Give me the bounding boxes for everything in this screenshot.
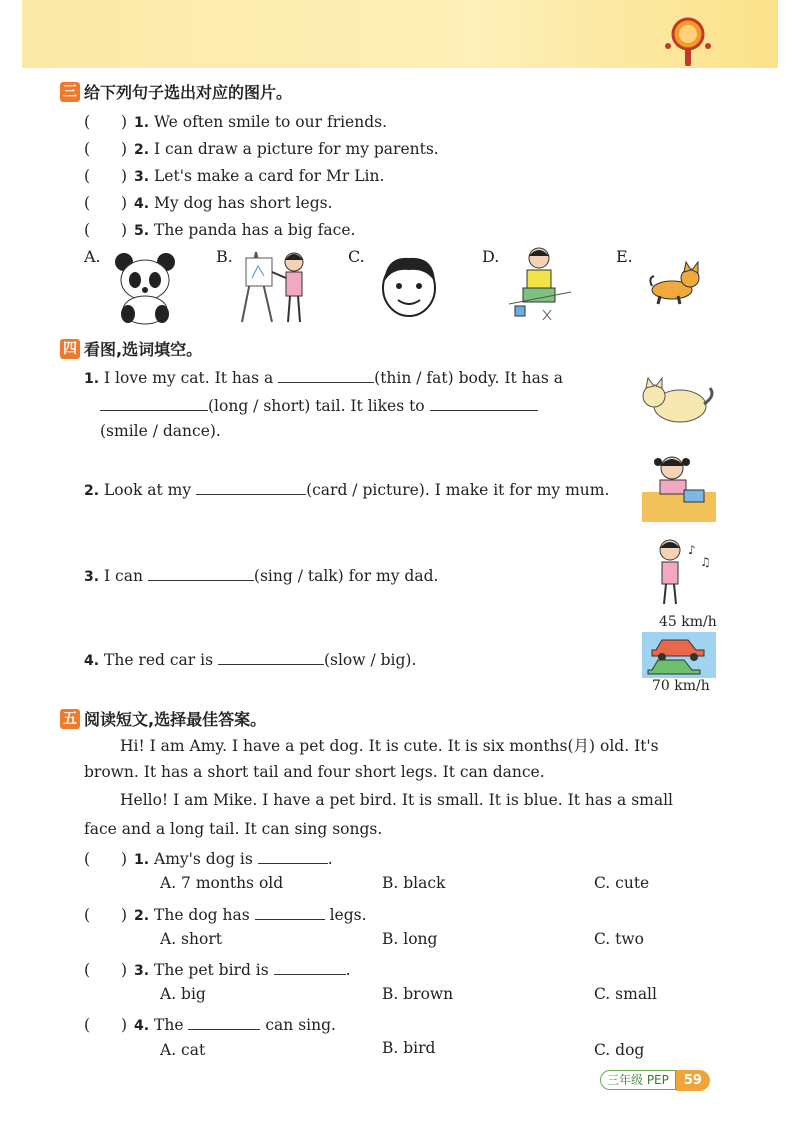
- answer-blank[interactable]: [255, 903, 325, 920]
- s3-item-2: [84, 137, 439, 159]
- section4-title: [60, 337, 202, 360]
- option-a-label: A.: [84, 247, 101, 266]
- answer-paren[interactable]: ( ): [84, 113, 128, 131]
- s5-q3: [84, 958, 351, 980]
- option-b[interactable]: B. long: [382, 930, 438, 948]
- item-number: 4.: [134, 196, 150, 212]
- question-text: I love my cat. It has a: [104, 369, 274, 387]
- item-number: 5.: [134, 223, 150, 239]
- item-text: The panda has a big face.: [154, 221, 356, 239]
- section3-title: [60, 80, 292, 103]
- question-text: Amy's dog is: [154, 850, 253, 868]
- question-text: .: [327, 850, 333, 868]
- option-b[interactable]: B. brown: [382, 985, 454, 1003]
- answer-paren[interactable]: ( ): [84, 140, 128, 158]
- question-number: 4.: [134, 1018, 150, 1034]
- item-number: 1.: [134, 115, 150, 131]
- section4-badge: 四: [60, 339, 80, 359]
- option-c[interactable]: C. two: [594, 930, 644, 948]
- question-text: Look at my: [104, 481, 192, 499]
- girl-making-card-picture: [642, 452, 716, 522]
- item-text: Let's make a card for Mr Lin.: [154, 167, 385, 185]
- question-number: 4.: [84, 653, 100, 669]
- section5-title-text: 阅读短文,选择最佳答案。: [84, 710, 267, 729]
- cat-picture: [640, 374, 716, 428]
- answer-blank[interactable]: [196, 478, 306, 495]
- section3-title-text: 给下列句子选出对应的图片。: [84, 83, 293, 102]
- speed-label-bottom: 70 km/h: [652, 678, 710, 694]
- question-text: I can: [104, 567, 143, 585]
- option-b-label: B.: [216, 247, 233, 266]
- option-c[interactable]: C. dog: [594, 1041, 645, 1059]
- s3-item-5: [84, 218, 355, 240]
- question-text: The red car is: [104, 651, 214, 669]
- item-text: I can draw a picture for my parents.: [154, 140, 439, 158]
- s4-q3: [84, 564, 438, 585]
- question-text: The: [154, 1016, 184, 1034]
- answer-blank[interactable]: [188, 1013, 260, 1030]
- question-text: (thin / fat) body. It has a: [374, 369, 563, 387]
- speed-label-top: 45 km/h: [659, 614, 717, 630]
- question-text: (sing / talk) for my dad.: [253, 567, 439, 585]
- option-c[interactable]: C. cute: [594, 874, 650, 892]
- boy-making-card-picture[interactable]: [505, 244, 575, 324]
- item-number: 3.: [134, 169, 150, 185]
- dog-picture[interactable]: [648, 260, 704, 308]
- option-b[interactable]: B. bird: [382, 1039, 436, 1057]
- s5-q4: [84, 1013, 336, 1035]
- svg-text:♪: ♪: [688, 543, 696, 557]
- option-c[interactable]: C. small: [594, 985, 657, 1003]
- question-number: 2.: [84, 483, 100, 499]
- option-a[interactable]: A. big: [160, 985, 206, 1003]
- section3-badge: 三: [60, 82, 80, 102]
- option-a[interactable]: A. short: [160, 930, 222, 948]
- s4-q1-line3: [100, 422, 221, 440]
- passage-line: face and a long tail. It can sing songs.: [84, 820, 383, 838]
- smiling-boy-picture[interactable]: [378, 252, 440, 318]
- s4-q1-line1: [84, 366, 563, 387]
- answer-paren[interactable]: ( ): [84, 221, 128, 239]
- item-text: We often smile to our friends.: [154, 113, 388, 131]
- svg-text:♫: ♫: [700, 555, 711, 569]
- answer-blank[interactable]: [218, 648, 324, 665]
- s5-q1: [84, 847, 333, 869]
- section4-title-text: 看图,选词填空。: [84, 340, 203, 359]
- panda-picture[interactable]: [110, 250, 180, 326]
- answer-paren[interactable]: ( ): [84, 906, 128, 924]
- question-number: 3.: [84, 569, 100, 585]
- magnifier-icon: [660, 10, 720, 68]
- singing-girl-picture: [648, 536, 718, 606]
- answer-paren[interactable]: ( ): [84, 850, 128, 868]
- passage-line: brown. It has a short tail and four short legs. It can dance.: [84, 763, 545, 781]
- question-number: 1.: [84, 371, 100, 387]
- question-text: The dog has: [154, 906, 250, 924]
- page-footer: [600, 1069, 710, 1091]
- option-a[interactable]: A. 7 months old: [160, 874, 284, 892]
- s3-item-3: [84, 164, 384, 186]
- s3-item-4: [84, 191, 333, 213]
- question-text: (slow / big).: [323, 651, 417, 669]
- passage-line: Hello! I am Mike. I have a pet bird. It is small. It is blue. It has a small: [120, 791, 674, 809]
- section5-badge: 五: [60, 709, 80, 729]
- question-text: can sing.: [265, 1016, 336, 1034]
- s3-item-1: [84, 110, 387, 132]
- question-text: (long / short) tail. It likes to: [208, 397, 425, 415]
- s4-q4: [84, 648, 416, 669]
- question-text: legs.: [329, 906, 367, 924]
- item-number: 2.: [134, 142, 150, 158]
- answer-paren[interactable]: ( ): [84, 194, 128, 212]
- cars-picture: [642, 632, 716, 678]
- answer-paren[interactable]: ( ): [84, 167, 128, 185]
- section5-title: [60, 707, 266, 730]
- passage-line: Hi! I am Amy. I have a pet dog. It is cute. It is six months(月) old. It's: [120, 737, 659, 755]
- option-c-label: C.: [348, 247, 365, 266]
- question-text: The pet bird is: [154, 961, 269, 979]
- answer-paren[interactable]: ( ): [84, 961, 128, 979]
- question-text: (smile / dance).: [100, 422, 221, 440]
- answer-blank[interactable]: [430, 394, 538, 411]
- s4-q1-line2: [100, 394, 538, 415]
- question-number: 2.: [134, 908, 150, 924]
- page-number: 59: [676, 1070, 710, 1091]
- item-text: My dog has short legs.: [154, 194, 333, 212]
- question-number: 3.: [134, 963, 150, 979]
- s5-q2: [84, 903, 367, 925]
- drawing-girl-picture[interactable]: [236, 248, 312, 324]
- answer-blank[interactable]: [148, 564, 254, 581]
- option-a[interactable]: A. cat: [160, 1041, 206, 1059]
- option-e-label: E.: [616, 247, 633, 266]
- answer-blank[interactable]: [278, 366, 374, 383]
- answer-paren[interactable]: ( ): [84, 1016, 128, 1034]
- question-text: .: [345, 961, 351, 979]
- answer-blank[interactable]: [274, 958, 346, 975]
- answer-blank[interactable]: [258, 847, 328, 864]
- option-b[interactable]: B. black: [382, 874, 446, 892]
- question-text: (card / picture). I make it for my mum.: [306, 481, 610, 499]
- s4-q2: [84, 478, 609, 499]
- option-d-label: D.: [482, 247, 500, 266]
- question-number: 1.: [134, 852, 150, 868]
- grade-label: 三年级 PEP: [600, 1070, 676, 1090]
- answer-blank[interactable]: [100, 394, 208, 411]
